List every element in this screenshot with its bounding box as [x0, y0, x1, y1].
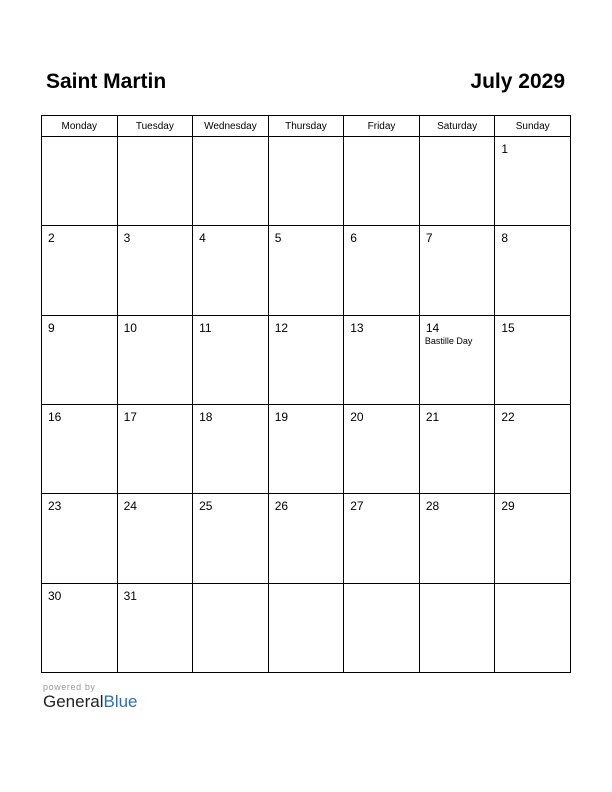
weekday-sunday: Sunday	[495, 116, 571, 137]
day-number: 27	[350, 499, 364, 514]
powered-by-label: powered by	[43, 682, 96, 692]
day-cell[interactable]	[268, 226, 344, 315]
month-year-title: July 2029	[470, 70, 565, 93]
day-number	[344, 584, 419, 589]
day-cell[interactable]	[419, 583, 495, 672]
day-cell[interactable]	[42, 494, 118, 583]
day-cell[interactable]	[268, 494, 344, 583]
day-number: 7	[425, 231, 433, 246]
day-cell[interactable]	[193, 583, 269, 672]
day-cell[interactable]	[117, 137, 193, 226]
day-cell[interactable]	[495, 137, 571, 226]
day-number	[269, 137, 344, 142]
day-cell[interactable]	[344, 315, 420, 404]
day-number: 13	[350, 320, 364, 335]
day-number: 2	[48, 231, 55, 246]
day-number: 10	[123, 320, 137, 335]
day-cell[interactable]	[117, 226, 193, 315]
day-cell[interactable]	[495, 494, 571, 583]
brand-blue-text: Blue	[103, 692, 138, 711]
day-number: 8	[501, 231, 509, 246]
day-number	[193, 584, 268, 589]
day-number: 24	[123, 499, 137, 514]
day-number	[42, 137, 117, 142]
day-cell[interactable]	[344, 404, 420, 493]
day-number: 30	[48, 588, 62, 603]
day-number	[420, 137, 495, 142]
day-cell[interactable]	[419, 404, 495, 493]
day-cell[interactable]	[344, 583, 420, 672]
day-number	[420, 584, 495, 589]
day-cell[interactable]	[268, 404, 344, 493]
day-number: 31	[123, 588, 137, 603]
day-cell[interactable]	[344, 226, 420, 315]
day-number: 5	[274, 231, 282, 246]
holiday-event: Bastille Day	[424, 335, 473, 346]
day-number: 22	[501, 409, 515, 424]
day-number: 16	[48, 409, 62, 424]
day-cell[interactable]	[344, 137, 420, 226]
week-row	[42, 137, 571, 226]
weekday-tuesday: Tuesday	[117, 116, 193, 137]
day-cell[interactable]	[117, 583, 193, 672]
day-cell[interactable]	[419, 226, 495, 315]
day-cell[interactable]	[42, 583, 118, 672]
day-number	[193, 137, 268, 142]
day-cell[interactable]	[42, 315, 118, 404]
day-cell[interactable]	[117, 315, 193, 404]
week-row	[42, 583, 571, 672]
day-cell[interactable]	[268, 315, 344, 404]
weekday-header-row	[42, 116, 571, 137]
day-number: 17	[123, 409, 137, 424]
week-row	[42, 404, 571, 493]
day-cell[interactable]	[495, 226, 571, 315]
day-cell[interactable]	[419, 494, 495, 583]
day-cell[interactable]	[495, 315, 571, 404]
day-cell[interactable]	[268, 583, 344, 672]
day-number	[344, 137, 419, 142]
day-cell[interactable]	[42, 226, 118, 315]
day-number: 15	[501, 320, 515, 335]
brand-general-text: General	[43, 692, 104, 711]
day-cell[interactable]	[419, 137, 495, 226]
day-number: 9	[48, 320, 55, 335]
day-number: 28	[425, 499, 440, 514]
calendar-body	[42, 137, 571, 673]
day-number	[269, 584, 344, 589]
day-number: 23	[48, 499, 62, 514]
weekday-friday: Friday	[344, 116, 420, 137]
footer	[43, 682, 138, 712]
calendar-header	[0, 0, 612, 110]
day-cell[interactable]	[42, 137, 118, 226]
day-number: 18	[199, 409, 213, 424]
day-number: 3	[123, 231, 131, 246]
day-number: 20	[350, 409, 364, 424]
day-cell[interactable]	[117, 494, 193, 583]
weekday-wednesday: Wednesday	[193, 116, 269, 137]
day-number	[118, 137, 193, 142]
weekday-thursday: Thursday	[268, 116, 344, 137]
day-number: 12	[274, 320, 289, 335]
day-cell[interactable]	[193, 315, 269, 404]
day-number: 21	[425, 409, 440, 424]
week-row	[42, 315, 571, 404]
day-cell[interactable]	[42, 404, 118, 493]
day-cell[interactable]	[495, 404, 571, 493]
day-cell[interactable]	[419, 315, 495, 404]
weekday-monday: Monday	[42, 116, 118, 137]
calendar-grid	[41, 115, 571, 673]
day-number: 19	[274, 409, 289, 424]
day-number: 29	[501, 499, 515, 514]
week-row	[42, 494, 571, 583]
day-number	[495, 584, 570, 589]
week-row	[42, 226, 571, 315]
day-number: 6	[350, 231, 357, 246]
day-number: 1	[501, 142, 509, 156]
day-cell[interactable]	[344, 494, 420, 583]
day-cell[interactable]	[193, 137, 269, 226]
day-number: 4	[199, 231, 206, 246]
day-cell[interactable]	[495, 583, 571, 672]
day-number: 25	[199, 499, 213, 514]
day-number: 26	[274, 499, 289, 514]
day-cell[interactable]	[193, 226, 269, 315]
country-title: Saint Martin	[46, 70, 167, 93]
day-cell[interactable]	[117, 404, 193, 493]
day-cell[interactable]	[268, 137, 344, 226]
day-cell[interactable]	[193, 494, 269, 583]
weekday-saturday: Saturday	[419, 116, 495, 137]
day-number: 11	[199, 320, 212, 335]
day-number: 14	[425, 320, 440, 335]
brand-logo[interactable]	[43, 692, 138, 712]
day-cell[interactable]	[193, 404, 269, 493]
